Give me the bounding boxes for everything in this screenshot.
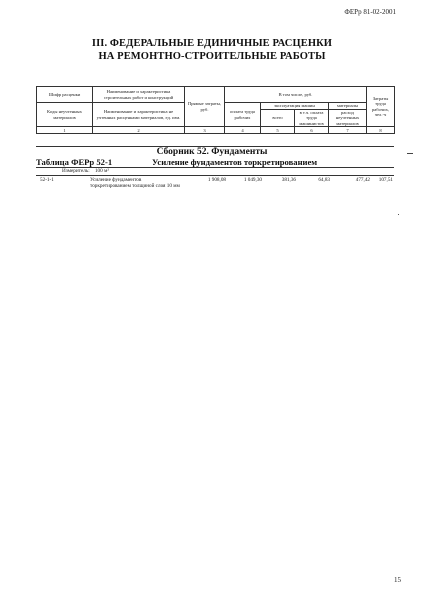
meter-label: Измеритель: [62,168,90,174]
rate-materials: 477,42 [355,177,370,183]
header-labor-cost: Затраты труда рабочих, чел.-ч [367,87,395,127]
column-number: 1 [37,127,93,134]
header-materials-group: материалы [329,103,367,110]
rate-labor-cost: 107,51 [378,177,393,183]
header-code-top: Шифр расценки [37,87,93,103]
table-code: Таблица ФЕРр 52-1 [36,157,113,167]
rate-direct-costs: 1 908,08 [207,177,226,183]
column-number: 8 [367,127,395,134]
column-number: 2 [93,127,185,134]
rate-labor-pay: 1 049,30 [243,177,262,183]
rate-code: 52-1-1 [40,177,54,183]
header-name-top: Наименование и характеристика строительных работ и конструкций [93,87,185,103]
rate-machines-total: 381,36 [281,177,296,183]
header-labor-pay: оплата труда рабочих [225,103,261,127]
meter-rule [36,175,394,176]
header-direct-costs: Прямые затраты, руб. [185,87,225,127]
rate-header-table [36,86,395,134]
column-number: 5 [261,127,295,134]
collection-title: Сборник 52. Фундаменты [156,147,268,157]
page-title: III. ФЕДЕРАЛЬНЫЕ ЕДИНИЧНЫЕ РАСЦЕНКИ [91,38,333,49]
header-machines-total: всего [261,109,295,127]
rate-name: Усиление фундаментов торкретированием толщиной слоя 10 мм [90,177,180,190]
side-mark [407,153,413,154]
column-number: 7 [329,127,367,134]
speck [398,214,399,215]
header-machines-group: эксплуатация машин [261,103,329,110]
header-machines-incl: в т.ч. оплата труда машинистов [295,109,329,127]
meter-line [62,168,113,174]
column-number: 6 [295,127,329,134]
header-materials-cost: расход неучтенных материалов [329,109,367,127]
column-number: 3 [185,127,225,134]
page-number: 15 [394,576,401,584]
header-incl-group: В том числе, руб. [225,87,367,103]
rate-machines-incl: 64,83 [318,177,330,183]
header-code-bottom: Коды неучтенных материалов [37,103,93,127]
meter-value: 100 м² [94,168,109,174]
page-subtitle: НА РЕМОНТНО-СТРОИТЕЛЬНЫЕ РАБОТЫ [98,51,326,62]
header-name-bottom: Наименование и характеристика не учтенных расценками материалов, ед. изм. [93,103,185,127]
document-code: ФЕРр 81-02-2001 [344,8,396,16]
column-number: 4 [225,127,261,134]
table-name: Усиление фундаментов торкретированием [152,157,318,167]
